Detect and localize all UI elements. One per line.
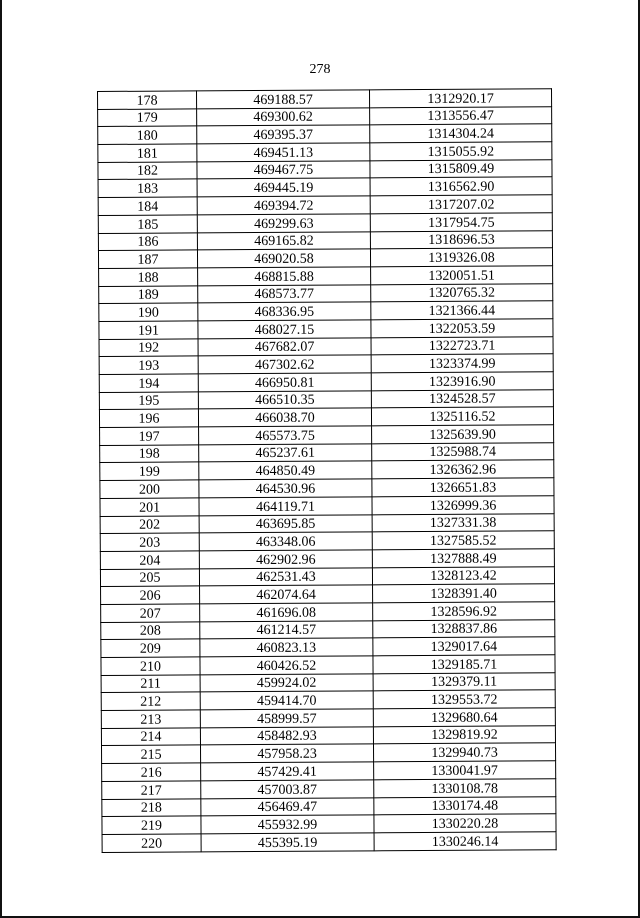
- point-number-cell: 218: [102, 798, 201, 816]
- point-number-cell: 187: [98, 250, 197, 268]
- x-coordinate-cell: 458482.93: [200, 727, 373, 746]
- y-coordinate-cell: 1330246.14: [374, 832, 556, 851]
- y-coordinate-cell: 1326999.36: [372, 496, 554, 515]
- table-row: [100, 425, 554, 445]
- point-number-cell: 188: [99, 268, 198, 286]
- y-coordinate-cell: 1328391.40: [373, 584, 555, 603]
- coordinates-table: [97, 88, 557, 852]
- table-row: [102, 814, 556, 834]
- x-coordinate-cell: 457003.87: [201, 780, 374, 799]
- table-row: [102, 743, 556, 763]
- y-coordinate-cell: 1329940.73: [373, 743, 555, 762]
- point-number-cell: 181: [98, 144, 197, 162]
- y-coordinate-cell: 1328837.86: [373, 619, 555, 638]
- x-coordinate-cell: 469467.75: [197, 161, 370, 180]
- table-row: [101, 619, 555, 639]
- x-coordinate-cell: 469395.37: [197, 125, 370, 144]
- y-coordinate-cell: 1329680.64: [373, 708, 555, 727]
- table-row: [102, 779, 556, 799]
- y-coordinate-cell: 1318696.53: [370, 230, 552, 249]
- point-number-cell: 203: [100, 533, 199, 551]
- y-coordinate-cell: 1325116.52: [371, 407, 553, 426]
- y-coordinate-cell: 1317954.75: [370, 213, 552, 232]
- x-coordinate-cell: 464119.71: [199, 497, 372, 516]
- point-number-cell: 212: [101, 692, 200, 710]
- point-number-cell: 204: [100, 551, 199, 569]
- point-number-cell: 214: [101, 728, 200, 746]
- table-row: [101, 708, 555, 728]
- point-number-cell: 205: [100, 568, 199, 586]
- table-row: [100, 549, 554, 569]
- x-coordinate-cell: 469300.62: [197, 108, 370, 127]
- y-coordinate-cell: 1324528.57: [371, 389, 553, 408]
- y-coordinate-cell: 1328123.42: [372, 566, 554, 585]
- y-coordinate-cell: 1317207.02: [370, 195, 552, 214]
- point-number-cell: 219: [102, 816, 201, 834]
- table-row: [98, 177, 552, 197]
- table-row: [100, 531, 554, 551]
- point-number-cell: 186: [98, 232, 197, 250]
- point-number-cell: 200: [100, 480, 199, 498]
- y-coordinate-cell: 1315055.92: [370, 142, 552, 161]
- y-coordinate-cell: 1329185.71: [373, 655, 555, 674]
- point-number-cell: 215: [102, 745, 201, 763]
- x-coordinate-cell: 462902.96: [199, 550, 372, 569]
- table-row: [101, 637, 555, 657]
- table-row: [98, 89, 552, 109]
- x-coordinate-cell: 468815.88: [198, 267, 371, 286]
- y-coordinate-cell: 1321366.44: [371, 301, 553, 320]
- y-coordinate-cell: 1325988.74: [372, 442, 554, 461]
- table-row: [98, 159, 552, 179]
- table-row: [98, 213, 552, 233]
- point-number-cell: 198: [100, 445, 199, 463]
- table-row: [100, 478, 554, 498]
- scan-edge-left: [0, 0, 2, 918]
- x-coordinate-cell: 466038.70: [198, 408, 371, 427]
- point-number-cell: 192: [99, 339, 198, 357]
- table-row: [99, 389, 553, 409]
- y-coordinate-cell: 1326362.96: [372, 460, 554, 479]
- point-number-cell: 185: [98, 215, 197, 233]
- x-coordinate-cell: 469394.72: [197, 196, 370, 215]
- table-row: [99, 319, 553, 339]
- point-number-cell: 195: [99, 392, 198, 410]
- table-row: [98, 230, 552, 250]
- point-number-cell: 190: [99, 303, 198, 321]
- table-row: [99, 266, 553, 286]
- y-coordinate-cell: 1315809.49: [370, 159, 552, 178]
- x-coordinate-cell: 457429.41: [201, 762, 374, 781]
- y-coordinate-cell: 1325639.90: [372, 425, 554, 444]
- y-coordinate-cell: 1322053.59: [371, 319, 553, 338]
- point-number-cell: 197: [100, 427, 199, 445]
- x-coordinate-cell: 455932.99: [201, 815, 374, 834]
- y-coordinate-cell: 1320765.32: [371, 283, 553, 302]
- table-row: [100, 566, 554, 586]
- x-coordinate-cell: 464530.96: [199, 479, 372, 498]
- x-coordinate-cell: 455395.19: [201, 833, 374, 852]
- table-row: [98, 106, 552, 126]
- y-coordinate-cell: 1323916.90: [371, 372, 553, 391]
- point-number-cell: 220: [102, 834, 201, 852]
- x-coordinate-cell: 463695.85: [199, 514, 372, 533]
- point-number-cell: 207: [101, 604, 200, 622]
- coordinates-table-container: [97, 88, 557, 852]
- y-coordinate-cell: 1314304.24: [370, 124, 552, 143]
- page-number: 278: [309, 62, 331, 77]
- table-row: [102, 832, 556, 852]
- table-row: [99, 372, 553, 392]
- x-coordinate-cell: 469188.57: [197, 90, 370, 109]
- x-coordinate-cell: 464850.49: [199, 461, 372, 480]
- table-row: [101, 725, 555, 745]
- y-coordinate-cell: 1330174.48: [374, 796, 556, 815]
- point-number-cell: 202: [100, 515, 199, 533]
- x-coordinate-cell: 465237.61: [199, 444, 372, 463]
- table-row: [102, 796, 556, 816]
- x-coordinate-cell: 462074.64: [200, 585, 373, 604]
- table-row: [98, 195, 552, 215]
- y-coordinate-cell: 1328596.92: [373, 602, 555, 621]
- table-row: [101, 655, 555, 675]
- table-row: [102, 761, 556, 781]
- y-coordinate-cell: 1329017.64: [373, 637, 555, 656]
- point-number-cell: 211: [101, 675, 200, 693]
- table-row: [100, 513, 554, 533]
- point-number-cell: 201: [100, 498, 199, 516]
- x-coordinate-cell: 468336.95: [198, 302, 371, 321]
- point-number-cell: 183: [98, 179, 197, 197]
- y-coordinate-cell: 1316562.90: [370, 177, 552, 196]
- table-row: [101, 690, 555, 710]
- x-coordinate-cell: 459924.02: [200, 674, 373, 693]
- point-number-cell: 189: [99, 285, 198, 303]
- y-coordinate-cell: 1327331.38: [372, 513, 554, 532]
- x-coordinate-cell: 469451.13: [197, 143, 370, 162]
- y-coordinate-cell: 1330041.97: [374, 761, 556, 780]
- point-number-cell: 216: [102, 763, 201, 781]
- point-number-cell: 182: [98, 162, 197, 180]
- table-row: [101, 584, 555, 604]
- table-row: [99, 283, 553, 303]
- x-coordinate-cell: 467302.62: [198, 355, 371, 374]
- table-row: [100, 442, 554, 462]
- y-coordinate-cell: 1329553.72: [373, 690, 555, 709]
- point-number-cell: 179: [98, 109, 197, 127]
- y-coordinate-cell: 1326651.83: [372, 478, 554, 497]
- x-coordinate-cell: 469020.58: [197, 249, 370, 268]
- point-number-cell: 217: [102, 781, 201, 799]
- point-number-cell: 213: [101, 710, 200, 728]
- point-number-cell: 199: [100, 462, 199, 480]
- table-row: [101, 602, 555, 622]
- y-coordinate-cell: 1330220.28: [374, 814, 556, 833]
- table-row: [98, 124, 552, 144]
- x-coordinate-cell: 461214.57: [200, 620, 373, 639]
- point-number-cell: 194: [99, 374, 198, 392]
- y-coordinate-cell: 1327585.52: [372, 531, 554, 550]
- x-coordinate-cell: 465573.75: [199, 426, 372, 445]
- y-coordinate-cell: 1312920.17: [369, 89, 551, 108]
- table-row: [100, 460, 554, 480]
- point-number-cell: 191: [99, 321, 198, 339]
- x-coordinate-cell: 456469.47: [201, 797, 374, 816]
- y-coordinate-cell: 1313556.47: [370, 106, 552, 125]
- point-number-cell: 178: [98, 91, 197, 109]
- point-number-cell: 180: [98, 126, 197, 144]
- x-coordinate-cell: 460823.13: [200, 638, 373, 657]
- table-row: [100, 496, 554, 516]
- y-coordinate-cell: 1327888.49: [372, 549, 554, 568]
- point-number-cell: 209: [101, 639, 200, 657]
- x-coordinate-cell: 458999.57: [200, 709, 373, 728]
- y-coordinate-cell: 1319326.08: [370, 248, 552, 267]
- point-number-cell: 184: [98, 197, 197, 215]
- x-coordinate-cell: 466950.81: [198, 373, 371, 392]
- table-row: [101, 672, 555, 692]
- y-coordinate-cell: 1329379.11: [373, 672, 555, 691]
- x-coordinate-cell: 460426.52: [200, 656, 373, 675]
- x-coordinate-cell: 459414.70: [200, 691, 373, 710]
- point-number-cell: 196: [99, 409, 198, 427]
- point-number-cell: 206: [101, 586, 200, 604]
- table-row: [99, 336, 553, 356]
- x-coordinate-cell: 461696.08: [200, 603, 373, 622]
- x-coordinate-cell: 469165.82: [197, 231, 370, 250]
- point-number-cell: 210: [101, 657, 200, 675]
- x-coordinate-cell: 457958.23: [200, 744, 373, 763]
- coordinates-table-body: [98, 89, 557, 852]
- x-coordinate-cell: 462531.43: [199, 567, 372, 586]
- table-row: [99, 407, 553, 427]
- point-number-cell: 193: [99, 356, 198, 374]
- y-coordinate-cell: 1322723.71: [371, 336, 553, 355]
- x-coordinate-cell: 467682.07: [198, 337, 371, 356]
- table-row: [99, 301, 553, 321]
- x-coordinate-cell: 469445.19: [197, 178, 370, 197]
- x-coordinate-cell: 469299.63: [197, 214, 370, 233]
- table-row: [99, 354, 553, 374]
- point-number-cell: 208: [101, 622, 200, 640]
- x-coordinate-cell: 468027.15: [198, 320, 371, 339]
- y-coordinate-cell: 1330108.78: [374, 779, 556, 798]
- y-coordinate-cell: 1329819.92: [373, 725, 555, 744]
- x-coordinate-cell: 468573.77: [198, 284, 371, 303]
- table-row: [98, 248, 552, 268]
- x-coordinate-cell: 466510.35: [198, 391, 371, 410]
- y-coordinate-cell: 1323374.99: [371, 354, 553, 373]
- x-coordinate-cell: 463348.06: [199, 532, 372, 551]
- y-coordinate-cell: 1320051.51: [371, 266, 553, 285]
- table-row: [98, 142, 552, 162]
